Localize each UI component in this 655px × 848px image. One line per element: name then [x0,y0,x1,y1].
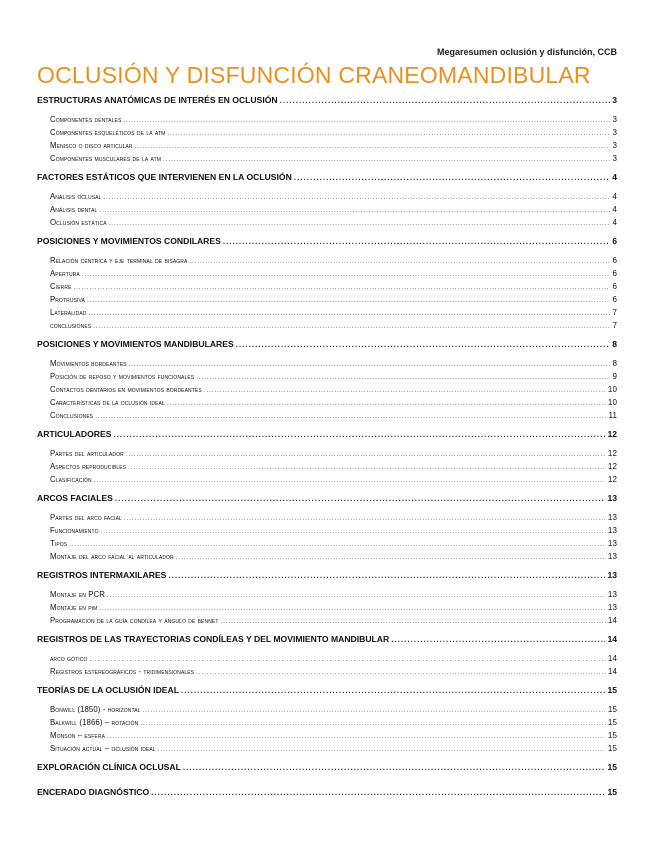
toc-section-title: Conclusiones [50,411,94,420]
toc-section-title: Menisco o disco articular [50,141,133,150]
toc-chapter-title: ARCOS FACIALES [37,493,113,503]
toc-section-entry[interactable] [37,526,617,539]
toc-chapter-page: 14 [607,634,617,644]
toc-section-page: 6 [612,282,617,291]
toc-section-entry[interactable] [37,115,617,128]
toc-section-entry[interactable] [37,308,617,321]
toc-section-page: 7 [612,321,617,330]
toc-section-title: Cierre [50,282,72,291]
toc-chapter-title: REGISTROS DE LAS TRAYECTORIAS CONDÍLEAS Y DEL MOVIMIENTO MANDIBULAR [37,634,390,644]
toc-dot-leader [82,272,611,278]
toc-section-title: Apertura [50,269,80,278]
toc-section-entry[interactable] [37,192,617,205]
toc-section-page: 14 [607,667,617,676]
toc-section-title: Registros estereográficos - tridimensionales [50,667,195,676]
toc-chapter-entry[interactable] [37,172,617,192]
toc-section-list [37,705,617,757]
toc-dot-leader [221,619,606,625]
toc-section-page: 13 [607,539,617,548]
toc-section-page: 12 [607,449,617,458]
toc-section-title: Componentes esqueléticos de la atm [50,128,166,137]
toc-chapter-page: 15 [607,787,617,797]
toc-section-title: Relación céntrica y eje terminal de bisagra [50,256,188,265]
toc-chapter-page: 13 [607,570,617,580]
toc-dot-leader [163,157,610,163]
toc-section-title: Contactos dentarios en movimientos bordeantes [50,385,202,394]
toc-dot-leader [183,763,606,772]
toc-chapter-block [37,570,617,629]
toc-section-page: 15 [607,705,617,714]
document-title: OCLUSIÓN Y DISFUNCIÓN CRANEOMANDIBULAR [37,62,591,88]
toc-dot-leader [107,734,606,740]
toc-section-title: Partes del arco facial [50,513,122,522]
toc-dot-leader [204,388,606,394]
toc-dot-leader [151,788,605,797]
toc-dot-leader [280,96,611,105]
toc-section-page: 3 [612,115,617,124]
toc-section-page: 6 [612,269,617,278]
toc-dot-leader [89,657,605,663]
toc-section-entry[interactable] [37,385,617,398]
toc-dot-leader [167,401,606,407]
toc-section-entry[interactable] [37,372,617,385]
toc-chapter-block [37,787,617,807]
toc-chapter-title: FACTORES ESTÁTICOS QUE INTERVIENEN EN LA OCLUSIÓN [37,172,292,182]
toc-chapter-block [37,429,617,488]
toc-dot-leader [294,173,610,182]
toc-section-list [37,359,617,424]
toc-section-entry[interactable] [37,744,617,757]
toc-chapter-page: 15 [607,685,617,695]
toc-dot-leader [189,259,610,265]
toc-section-page: 14 [607,654,617,663]
toc-section-title: Partes del articulador [50,449,124,458]
toc-dot-leader [69,542,606,548]
toc-chapter-page: 15 [607,762,617,772]
toc-section-entry[interactable] [37,282,617,295]
toc-section-page: 15 [607,744,617,753]
toc-section-entry[interactable] [37,552,617,565]
running-header: Megaresumen oclusión y disfunción, CCB [436,47,617,57]
toc-section-title: Análisis dental [50,205,98,214]
toc-section-list [37,513,617,565]
toc-section-entry[interactable] [37,513,617,526]
toc-dot-leader [113,430,605,439]
toc-dot-leader [128,465,606,471]
toc-dot-leader [87,298,610,304]
toc-section-page: 12 [607,475,617,484]
toc-dot-leader [123,118,610,124]
toc-section-entry[interactable] [37,141,617,154]
toc-chapter-block [37,95,617,167]
toc-section-page: 10 [607,398,617,407]
toc-chapter-page: 13 [607,493,617,503]
toc-section-page: 10 [607,385,617,394]
toc-chapter-block [37,762,617,782]
toc-section-page: 13 [607,513,617,522]
toc-section-entry[interactable] [37,590,617,603]
toc-section-title: Programación de la guía condílea y ángulo de bennet [50,616,219,625]
toc-dot-leader [129,362,611,368]
toc-chapter-entry[interactable] [37,429,617,449]
toc-section-page: 12 [607,462,617,471]
toc-chapter-title: ARTICULADORES [37,429,112,439]
toc-section-entry[interactable] [37,359,617,372]
toc-dot-leader [101,529,606,535]
toc-chapter-page: 12 [607,429,617,439]
toc-dot-leader [88,311,610,317]
toc-section-title: Protrusiva [50,295,85,304]
toc-dot-leader [109,221,611,227]
toc-section-title: Aspectos reproducibles [50,462,127,471]
toc-section-page: 6 [612,256,617,265]
toc-dot-leader [126,452,606,458]
toc-chapter-page: 6 [612,236,617,246]
toc-section-entry[interactable] [37,398,617,411]
toc-section-entry[interactable] [37,705,617,718]
toc-section-page: 11 [608,411,617,420]
toc-section-entry[interactable] [37,616,617,629]
toc-section-page: 4 [612,192,617,201]
toc-section-title: Componentes dentales [50,115,122,124]
toc-chapter-title: POSICIONES Y MOVIMIENTOS CONDILARES [37,236,221,246]
toc-dot-leader [99,606,605,612]
toc-section-title: Lateralidad [50,308,87,317]
toc-dot-leader [223,237,610,246]
toc-section-title: Características de la oclusión ideal [50,398,165,407]
toc-chapter-title: ENCERADO DIAGNÓSTICO [37,787,150,797]
toc-dot-leader [391,635,605,644]
toc-section-title: Bonwill (1850) - horizontal [50,705,141,714]
toc-section-page: 3 [612,141,617,150]
toc-section-page: 13 [607,590,617,599]
toc-chapter-entry[interactable] [37,634,617,654]
toc-section-title: Montaje en PCR [50,590,105,599]
toc-section-title: Montaje del arco facial al articulador [50,552,174,561]
toc-dot-leader [95,414,606,420]
toc-dot-leader [94,478,606,484]
toc-section-page: 7 [612,308,617,317]
toc-chapter-title: EXPLORACIÓN CLÍNICA OCLUSAL [37,762,181,772]
toc-section-entry[interactable] [37,654,617,667]
toc-dot-leader [196,375,610,381]
toc-section-title: Análisis oclusal [50,192,102,201]
toc-section-page: 13 [607,526,617,535]
toc-dot-leader [181,686,605,695]
toc-section-title: Funcionamiento [50,526,99,535]
toc-chapter-title: TEORÍAS DE LA OCLUSIÓN IDEAL [37,685,179,695]
toc-chapter-entry[interactable] [37,762,617,782]
toc-section-entry[interactable] [37,667,617,680]
toc-section-entry[interactable] [37,154,617,167]
toc-section-list [37,590,617,629]
toc-section-title: Oclusión estática [50,218,107,227]
toc-section-title: Montaje en pim [50,603,98,612]
toc-chapter-page: 8 [612,339,617,349]
toc-section-page: 13 [607,552,617,561]
toc-chapter-block [37,685,617,757]
toc-dot-leader [158,747,606,753]
toc-section-title: Movimientos bordeantes [50,359,127,368]
toc-section-entry[interactable] [37,718,617,731]
table-of-contents [37,95,617,807]
toc-chapter-title: REGISTROS INTERMAXILARES [37,570,167,580]
toc-section-entry[interactable] [37,731,617,744]
toc-chapter-title: ESTRUCTURAS ANATÓMICAS DE INTERÉS EN OCLUSIÓN [37,95,278,105]
toc-section-page: 3 [612,128,617,137]
toc-section-list [37,654,617,680]
toc-chapter-entry[interactable] [37,787,617,807]
toc-dot-leader [143,708,606,714]
toc-section-entry[interactable] [37,256,617,269]
toc-chapter-block [37,172,617,231]
toc-section-entry[interactable] [37,411,617,424]
toc-dot-leader [103,195,610,201]
toc-dot-leader [196,670,606,676]
toc-dot-leader [135,144,611,150]
toc-dot-leader [168,571,605,580]
toc-dot-leader [107,593,606,599]
toc-section-entry[interactable] [37,462,617,475]
toc-section-title: Componentes musculares de la atm [50,154,162,163]
toc-dot-leader [115,494,606,503]
toc-chapter-block [37,236,617,334]
toc-dot-leader [93,324,610,330]
toc-section-list [37,192,617,231]
toc-section-entry[interactable] [37,205,617,218]
toc-chapter-page: 3 [612,95,617,105]
toc-section-page: 4 [612,205,617,214]
toc-section-entry[interactable] [37,539,617,552]
toc-section-entry[interactable] [37,603,617,616]
toc-dot-leader [99,208,610,214]
toc-section-list [37,256,617,334]
toc-chapter-entry[interactable] [37,339,617,359]
toc-chapter-entry[interactable] [37,95,617,115]
toc-section-entry[interactable] [37,269,617,282]
toc-chapter-entry[interactable] [37,570,617,590]
toc-section-title: Posición de reposo y movimientos funcionales [50,372,195,381]
toc-section-page: 6 [612,295,617,304]
toc-section-page: 8 [612,359,617,368]
toc-dot-leader [236,340,610,349]
toc-section-page: 13 [607,603,617,612]
toc-dot-leader [140,721,606,727]
toc-chapter-block [37,339,617,424]
toc-section-page: 4 [612,218,617,227]
toc-section-entry[interactable] [37,218,617,231]
toc-section-title: arco gótico [50,654,88,663]
toc-section-entry[interactable] [37,475,617,488]
toc-chapter-page: 4 [612,172,617,182]
toc-section-title: Clasificación [50,475,92,484]
toc-chapter-entry[interactable] [37,685,617,705]
toc-chapter-entry[interactable] [37,236,617,256]
toc-section-entry[interactable] [37,321,617,334]
toc-section-title: Situación actual – oclusión ideal [50,744,156,753]
toc-section-entry[interactable] [37,295,617,308]
toc-chapter-block [37,634,617,680]
toc-dot-leader [74,285,611,291]
toc-dot-leader [124,516,606,522]
toc-chapter-title: POSICIONES Y MOVIMIENTOS MANDIBULARES [37,339,234,349]
toc-section-page: 9 [612,372,617,381]
toc-section-page: 15 [607,718,617,727]
toc-chapter-entry[interactable] [37,493,617,513]
toc-section-entry[interactable] [37,449,617,462]
toc-section-page: 3 [612,154,617,163]
toc-section-title: conclusiones [50,321,92,330]
toc-section-entry[interactable] [37,128,617,141]
toc-dot-leader [167,131,610,137]
toc-section-page: 15 [607,731,617,740]
toc-section-title: Tipos [50,539,68,548]
toc-chapter-block [37,493,617,565]
toc-section-title: Balkwill (1866) – rotación [50,718,139,727]
toc-section-list [37,449,617,488]
toc-dot-leader [176,555,606,561]
toc-section-list [37,115,617,167]
toc-section-page: 14 [607,616,617,625]
toc-section-title: Monson – esfera [50,731,106,740]
